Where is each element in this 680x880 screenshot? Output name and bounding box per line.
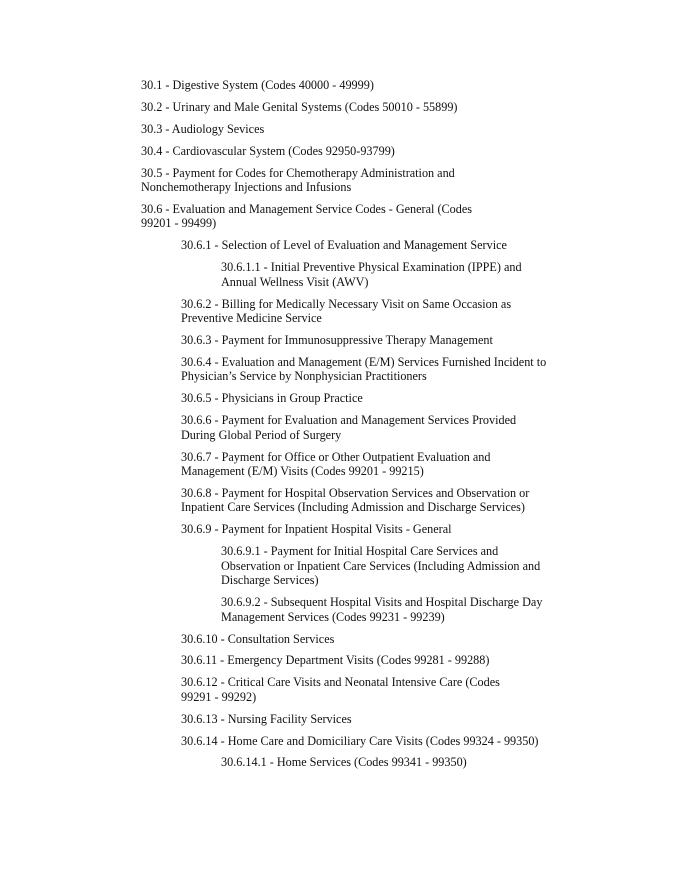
toc-entry-line: 30.6.9.2 - Subsequent Hospital Visits and Hospital Discharge Day	[221, 595, 543, 610]
toc-entry-line: Preventive Medicine Service	[181, 311, 322, 326]
toc-entry[interactable]	[0, 355, 583, 384]
toc-entry[interactable]	[0, 122, 541, 137]
toc-entry[interactable]	[0, 391, 583, 406]
toc-entry-line: During Global Period of Surgery	[181, 427, 342, 442]
toc-entry-line: 30.5 - Payment for Codes for Chemotherapy Administration and	[141, 165, 455, 180]
toc-entry-line: 30.6.7 - Payment for Office or Other Outpatient Evaluation and	[181, 449, 491, 464]
toc-entry-line: 30.6 - Evaluation and Management Service Codes - General (Codes	[141, 201, 472, 216]
toc-entry[interactable]	[0, 333, 583, 348]
toc-entry-line: 30.6.8 - Payment for Hospital Observation Services and Observation or	[181, 485, 530, 500]
toc-entry-line: Discharge Services)	[221, 573, 319, 588]
toc-entry-line: 30.1 - Digestive System (Codes 40000 - 49999)	[141, 78, 374, 92]
toc-entry-line: 30.3 - Audiology Sevices	[141, 121, 265, 136]
toc-entry-line: Observation or Inpatient Care Services (Including Admission and	[221, 558, 541, 573]
toc-entry-line: 30.6.9.1 - Payment for Initial Hospital Care Services and	[221, 544, 499, 559]
toc-entry-line: 30.6.3 - Payment for Immunosuppressive Therapy Management	[181, 333, 493, 348]
toc-entry[interactable]	[0, 450, 583, 479]
toc-entry-line: 30.6.10 - Consultation Services	[181, 631, 335, 646]
toc-entry[interactable]	[0, 712, 583, 727]
toc-entry-line: 99291 - 99292)	[181, 689, 257, 704]
toc-entry-line: 30.4 - Cardiovascular System (Codes 92950-93799)	[141, 143, 395, 158]
toc-entry-line: Management Services (Codes 99231 - 99239)	[221, 609, 445, 624]
toc-entry[interactable]	[0, 260, 581, 289]
toc-entry[interactable]	[0, 100, 541, 115]
toc-entry-line: Nonchemotherapy Injections and Infusions	[141, 180, 352, 195]
toc-entry[interactable]	[0, 632, 583, 647]
toc-entry-line: 30.6.9 - Payment for Inpatient Hospital Visits - General	[181, 522, 452, 537]
toc-entry[interactable]	[0, 144, 541, 159]
toc-entry[interactable]	[0, 486, 583, 515]
toc-entry-line: Physician’s Service by Nonphysician Practitioners	[181, 369, 427, 384]
toc-entry-line: 30.6.1.1 - Initial Preventive Physical Examination (IPPE) and	[221, 260, 522, 275]
toc-entry-line: 30.6.6 - Payment for Evaluation and Management Services Provided	[181, 413, 517, 428]
table-of-contents	[0, 78, 680, 777]
toc-entry-line: Inpatient Care Services (Including Admission and Discharge Services)	[181, 500, 525, 515]
toc-entry[interactable]	[0, 675, 583, 704]
toc-entry-line: 99201 - 99499)	[141, 216, 217, 231]
toc-entry-line: 30.6.13 - Nursing Facility Services	[181, 711, 352, 726]
toc-entry-line: 30.6.11 - Emergency Department Visits (Codes 99281 - 99288)	[181, 653, 490, 668]
toc-entry[interactable]	[0, 202, 541, 231]
toc-entry-line: Annual Wellness Visit (AWV)	[221, 274, 369, 289]
toc-entry[interactable]	[0, 595, 581, 624]
toc-entry-line: 30.2 - Urinary and Male Genital Systems (Codes 50010 - 55899)	[141, 99, 458, 114]
toc-entry[interactable]	[0, 544, 581, 588]
toc-entry[interactable]	[0, 522, 583, 537]
toc-entry[interactable]	[0, 297, 583, 326]
toc-entry-line: 30.6.5 - Physicians in Group Practice	[181, 391, 363, 406]
toc-entry-line: 30.6.1 - Selection of Level of Evaluation and Management Service	[181, 238, 507, 253]
toc-entry-line: 30.6.12 - Critical Care Visits and Neonatal Intensive Care (Codes	[181, 675, 500, 690]
toc-entry-line: 30.6.14 - Home Care and Domiciliary Care Visits (Codes 99324 - 99350)	[181, 733, 539, 748]
toc-entry-line: Management (E/M) Visits (Codes 99201 - 99215)	[181, 464, 424, 479]
toc-entry[interactable]	[0, 238, 583, 253]
toc-entry-line: 30.6.4 - Evaluation and Management (E/M) Services Furnished Incident to	[181, 354, 547, 369]
toc-entry[interactable]	[0, 653, 583, 668]
toc-entry-line: 30.6.2 - Billing for Medically Necessary Visit on Same Occasion as	[181, 296, 512, 311]
toc-entry[interactable]	[0, 78, 541, 93]
toc-entry[interactable]	[0, 166, 541, 195]
toc-entry[interactable]	[0, 413, 583, 442]
toc-entry[interactable]	[0, 734, 583, 749]
toc-entry[interactable]	[0, 755, 581, 770]
toc-entry-line: 30.6.14.1 - Home Services (Codes 99341 - 99350)	[221, 755, 467, 770]
